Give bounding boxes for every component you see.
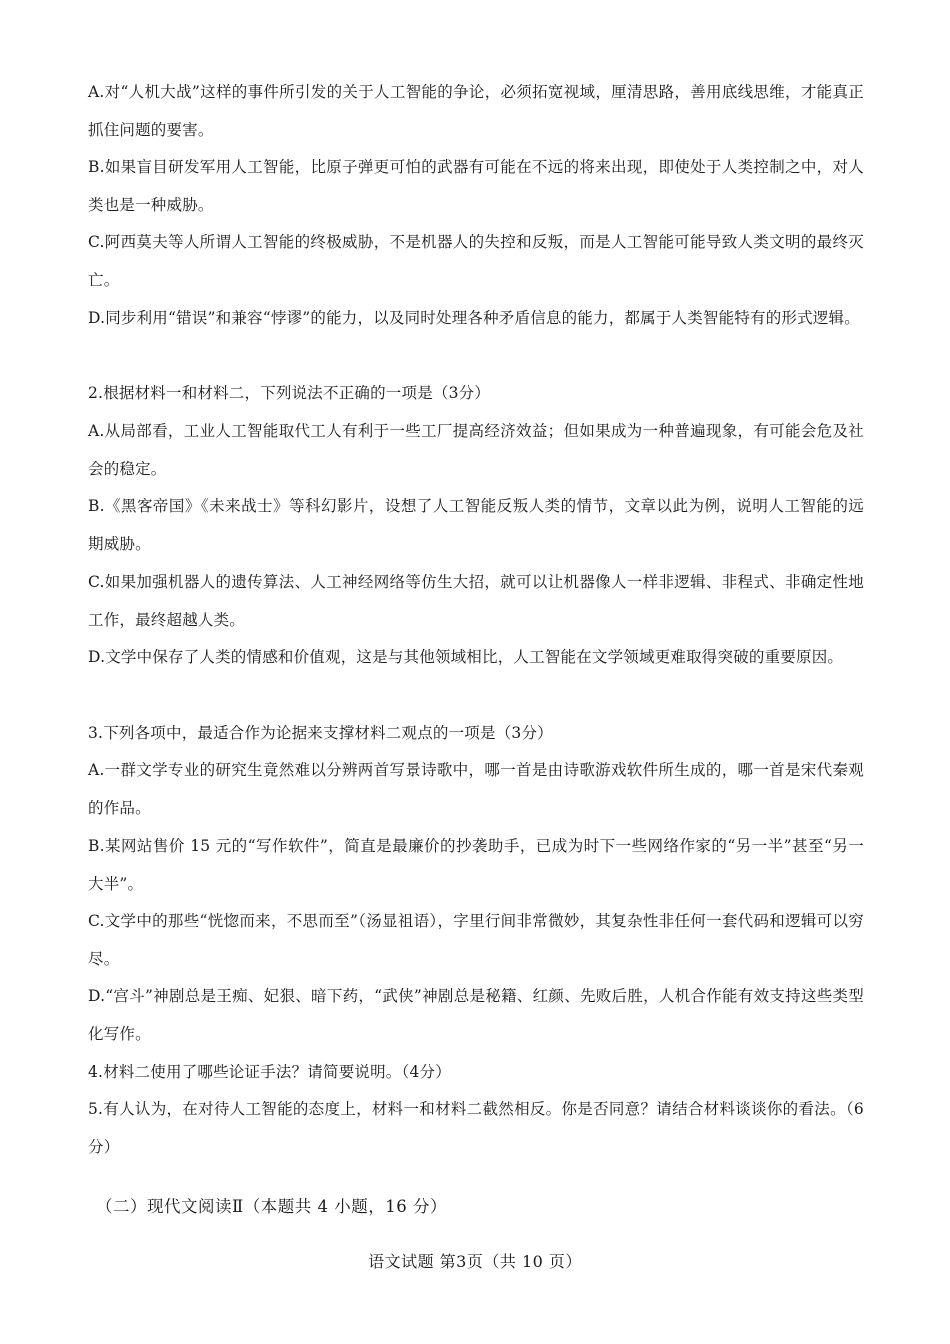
page-footer: 语文试题 第3页（共 10 页） (368, 1252, 582, 1271)
q2-stem: 2.根据材料一和材料二，下列说法不正确的一项是（3分） (88, 384, 491, 402)
section-heading: （二）现代文阅读Ⅱ（本题共 4 小题，16 分） (96, 1197, 447, 1216)
q3-option-c: C.文学中的那些“恍惚而来，不思而至”（汤显祖语），字里行间非常微妙，其复杂性非任何一套代码和逻辑可以穷尽。 (88, 912, 864, 968)
q1-option-a: A.对“人机大战”这样的事件所引发的关于人工智能的争论，必须拓宽视域，厘清思路，善用底线思维，才能真正抓住问题的要害。 (88, 83, 864, 139)
q3-stem: 3.下列各项中，最适合作为论据来支撑材料二观点的一项是（3分） (88, 724, 553, 742)
q2-option-a: A.从局部看，工业人工智能取代工人有利于一些工厂提高经济效益；但如果成为一种普遍现象，有可能会危及社会的稳定。 (88, 422, 864, 478)
q1-option-d: D.同步利用“错误”和兼容“悖谬”的能力，以及同时处理各种矛盾信息的能力，都属于人类智能特有的形式逻辑。 (88, 309, 860, 327)
q2-option-b: B.《黑客帝国》《未来战士》等科幻影片，设想了人工智能反叛人类的情节，文章以此为例，说明人工智能的远期威胁。 (88, 497, 864, 553)
q2-option-d: D.文学中保存了人类的情感和价值观，这是与其他领域相比，人工智能在文学领域更难取得突破的重要原因。 (88, 648, 844, 666)
q3-option-d: D.“宫斗”神剧总是王痴、妃狠、暗下药，“武侠”神剧总是秘籍、红颜、先败后胜，人机合作能有效支持这些类型化写作。 (88, 987, 864, 1043)
q4-stem: 4.材料二使用了哪些论证手法？请简要说明。（4分） (88, 1063, 451, 1081)
q2-option-c: C.如果加强机器人的遗传算法、人工神经网络等仿生大招，就可以让机器像人一样非逻辑、非程式、非确定性地工作，最终超越人类。 (88, 573, 864, 629)
q1-option-b: B.如果盲目研发军用人工智能，比原子弹更可怕的武器有可能在不远的将来出现，即使处于人类控制之中，对人类也是一种威胁。 (88, 158, 864, 214)
q3-option-b: B.某网站售价 15 元的“写作软件”，简直是最廉价的抄袭助手，已成为时下一些网络作家的“另一半”甚至“另一大半”。 (88, 837, 864, 893)
q3-option-a: A.一群文学专业的研究生竟然难以分辨两首写景诗歌中，哪一首是由诗歌游戏软件所生成的，哪一首是宋代秦观的作品。 (88, 761, 864, 817)
q5-stem: 5.有人认为，在对待人工智能的态度上，材料一和材料二截然相反。你是否同意？请结合材料谈谈你的看法。（6分） (88, 1100, 864, 1156)
q1-option-c: C.阿西莫夫等人所谓人工智能的终极威胁，不是机器人的失控和反叛，而是人工智能可能导致人类文明的最终灭亡。 (88, 233, 864, 289)
